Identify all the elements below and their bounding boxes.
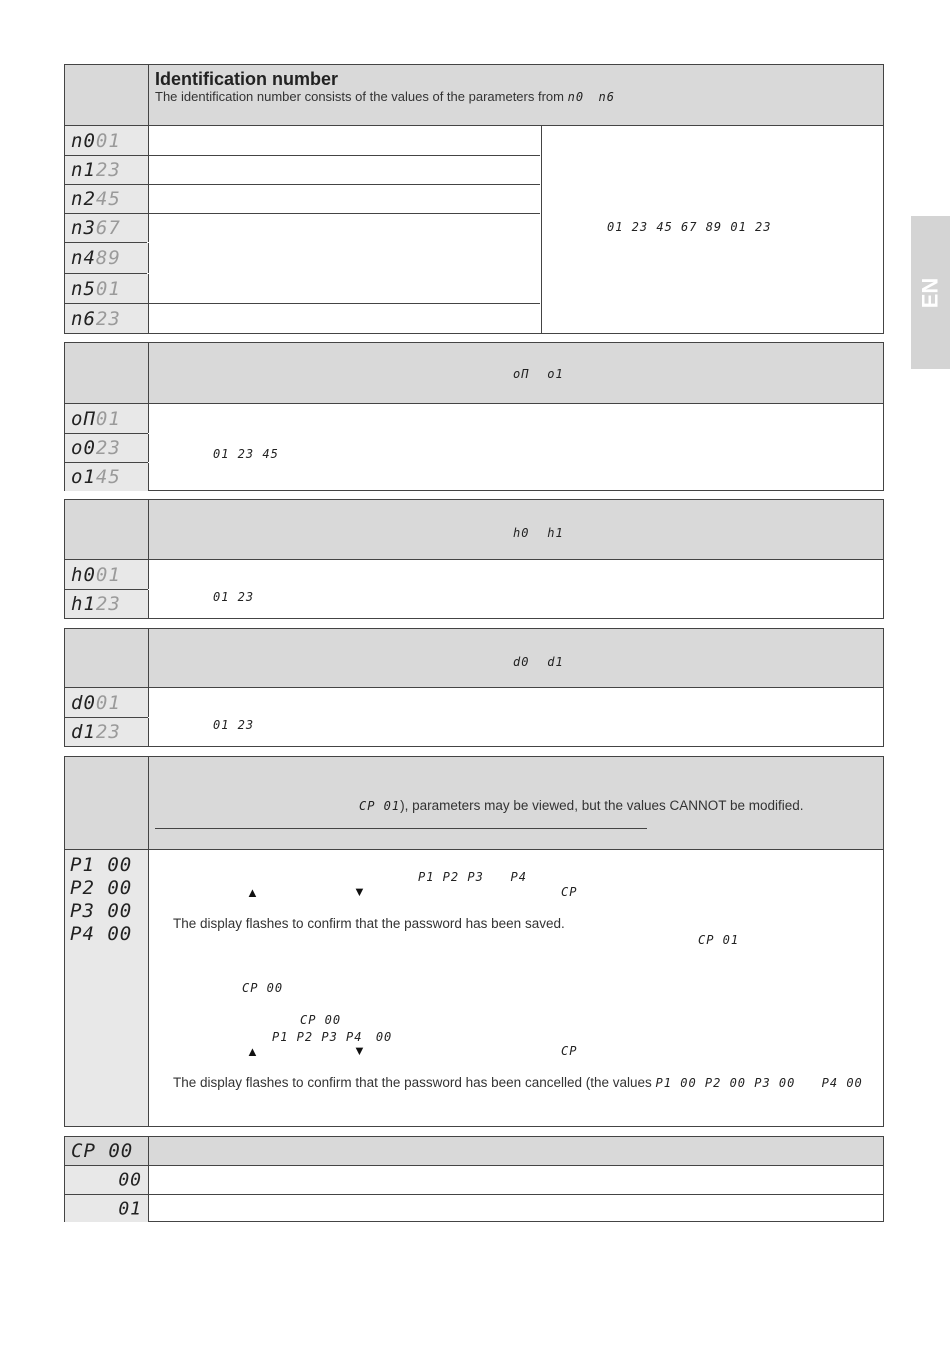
o-params-example: 01 23 45 [213, 447, 279, 461]
param-row: oП01 [65, 404, 148, 433]
d-params-table [64, 628, 884, 747]
param-row: n623 [65, 303, 540, 333]
down-arrow-icon: ▼ [353, 884, 366, 899]
cp-row: 01 [65, 1194, 883, 1222]
param-row: d123 [65, 717, 148, 746]
cp-header: CP 00 [65, 1137, 883, 1166]
password-header-text: CP 01), parameters may be viewed, but the values CANNOT be modified. [359, 798, 804, 813]
password-saved-text: The display flashes to confirm that the password has been saved. [173, 916, 565, 931]
password-header [65, 757, 883, 850]
identification-title: Identification number [155, 69, 339, 89]
param-row: o145 [65, 462, 148, 491]
up-arrow-icon: ▲ [246, 885, 259, 900]
h-params-header: h0 h1 [65, 500, 883, 560]
param-row: o023 [65, 433, 148, 462]
param-row: h123 [65, 589, 148, 618]
o-params-header: oП o1 [65, 343, 883, 404]
identification-header [65, 65, 883, 126]
cp-row: 00 [65, 1166, 883, 1194]
param-row: n123 [65, 155, 540, 184]
param-row: h001 [65, 560, 148, 589]
o-params-table [64, 342, 884, 491]
password-table: CP 01), parameters may be viewed, but the values CANNOT be modified. P1 00 P2 00 P3 00 P4 00 P1 P2 P3 P4 ▲ ▼ CP The display flashes to confirm that the password has been saved. CP 01 CP 00 CP 00 P1 P2 P3 P4 00 ▲ ▼ CP The display flashes to confirm that the password has been cancelled (the values P1 00 P2 00 P3 00 P4 00 [64, 756, 884, 1127]
up-arrow-icon: ▲ [246, 1044, 259, 1059]
identification-table [64, 64, 884, 334]
param-row: n489 [65, 242, 147, 273]
param-row: n367 [65, 213, 540, 242]
language-tab-label: EN [917, 277, 943, 308]
h-params-example: 01 23 [213, 590, 255, 604]
param-row: n001 [65, 126, 540, 155]
identification-subtitle: The identification number consists of the values of the parameters from n0 n6 [155, 89, 615, 104]
d-params-example: 01 23 [213, 718, 255, 732]
password-codes: P1 00 P2 00 P3 00 P4 00 [70, 854, 133, 945]
password-cancel-text: The display flashes to confirm that the password has been cancelled (the values P1 00 P2 00 P3 00 P4 00 [173, 1075, 863, 1090]
param-row: n245 [65, 184, 540, 213]
d-params-header: d0 d1 [65, 629, 883, 688]
identification-example: 01 23 45 67 89 01 23 [607, 220, 772, 234]
cp-table [64, 1136, 884, 1222]
param-row: d001 [65, 688, 148, 717]
language-tab[interactable] [911, 216, 950, 369]
down-arrow-icon: ▼ [353, 1043, 366, 1058]
h-params-table [64, 499, 884, 619]
param-row: n501 [65, 273, 147, 303]
